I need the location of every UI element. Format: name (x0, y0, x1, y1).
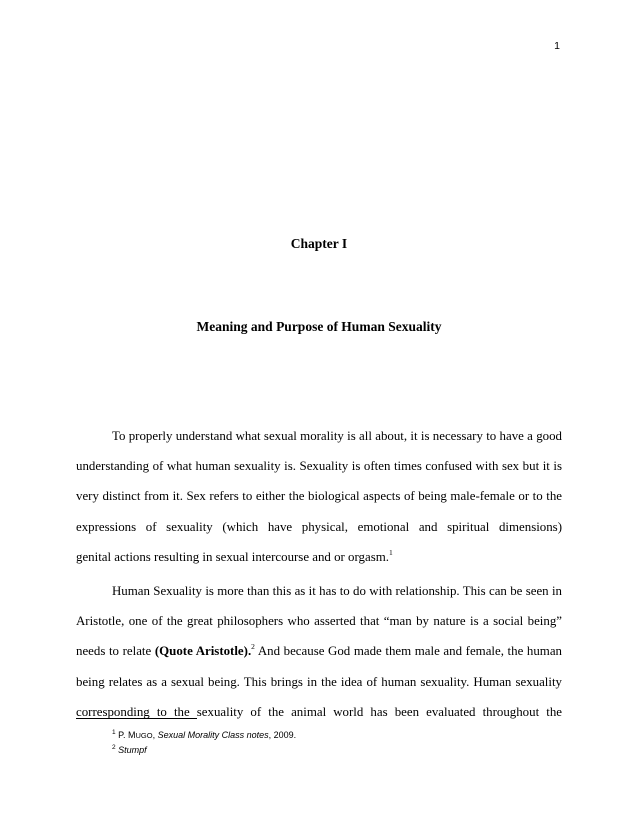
footnote-1-sep: , (152, 730, 158, 740)
paragraph-2-line-1: Human Sexuality is more than this as it has to do with relationship. This can be seen in (112, 583, 562, 598)
paragraph-2-line-3-before: needs to relate (76, 644, 155, 659)
paragraph-1-line-5-text: genital actions resulting in sexual intercourse and or orgasm. (76, 549, 389, 564)
body-text (76, 421, 562, 727)
footnote-ref-1[interactable]: 1 (389, 547, 393, 557)
chapter-subtitle: Meaning and Purpose of Human Sexuality (196, 319, 442, 334)
footnote-separator (76, 718, 197, 719)
paragraph-2-line-3-after: And because God made them male and female, the human (254, 644, 562, 659)
footnotes (112, 728, 296, 758)
footnote-1-mark: 1 (112, 729, 116, 736)
paragraph-1-line-2: understanding of what human sexuality is. Sexuality is often times confused with sex but it is (76, 459, 562, 474)
footnote-1-author-rest: UGO (135, 731, 153, 740)
page-number: 1 (554, 40, 560, 52)
paragraph-2-line-5: corresponding to the sexuality of the animal world has been evaluated throughout the (76, 704, 562, 719)
paragraph-1-line-5 (76, 542, 562, 572)
footnote-1-year: , 2009. (268, 730, 297, 740)
paragraph-2-line-3 (76, 636, 562, 666)
footnote-2-mark: 2 (112, 744, 116, 751)
footnote-1-author-initial: P. M (118, 730, 136, 740)
footnote-ref-2[interactable]: 2 (251, 642, 255, 652)
paragraph-1-line-3: very distinct from it. Sex refers to either the biological aspects of being male-female or to the (76, 489, 562, 504)
quote-aristotle-bold: (Quote Aristotle). (154, 644, 252, 659)
paragraph-1-line-1: To properly understand what sexual morality is all about, it is necessary to have a good (112, 429, 562, 443)
footnote-2-text: Stumpf (118, 745, 147, 755)
footnote-2 (112, 743, 296, 758)
paragraph-1-line-4: expressions of sexuality (which have physical, emotional and spiritual dimensions) (76, 519, 562, 534)
footnote-1 (112, 728, 296, 743)
paragraph-2-line-2: Aristotle, one of the great philosophers who asserted that “man by nature is a social being” (76, 614, 562, 629)
footnote-1-title: Sexual Morality Class notes (157, 730, 269, 740)
paragraph-2-line-4: being relates as a sexual being. This brings in the idea of human sexuality. Human sexuality (76, 674, 562, 689)
chapter-title: Chapter I (290, 236, 348, 251)
